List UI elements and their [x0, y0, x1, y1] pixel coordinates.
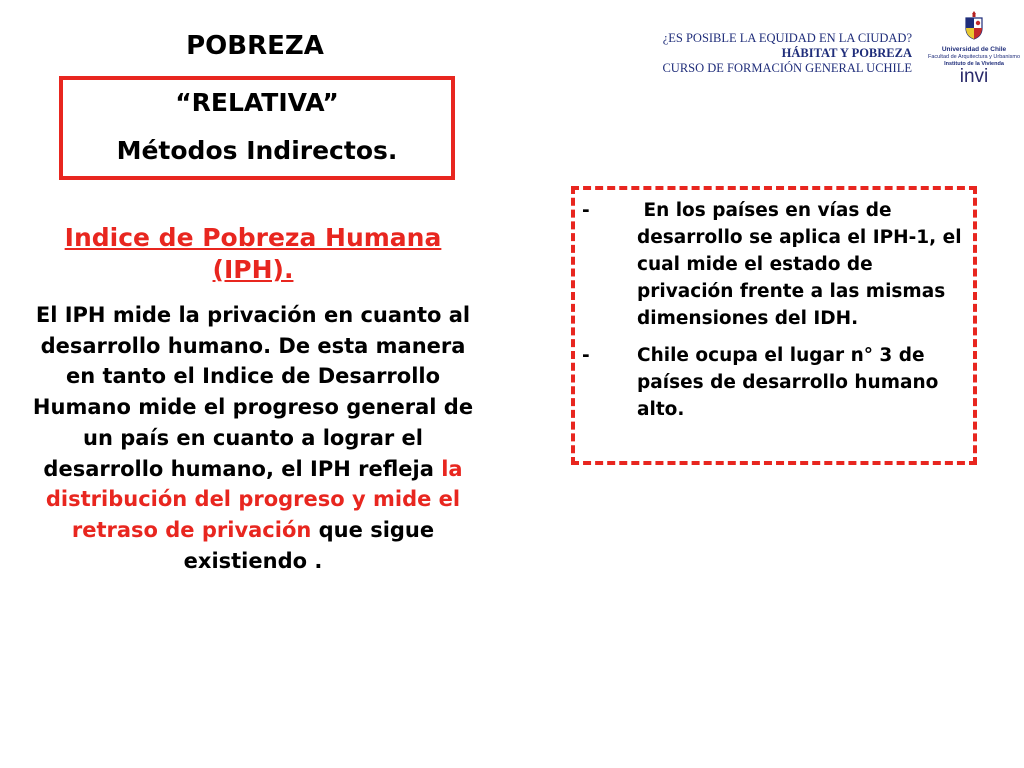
iph-notes-box — [571, 186, 977, 465]
logo-university-name: Universidad de Chile — [941, 46, 1007, 53]
logo-faculty-name: Facultad de Arquitectura y Urbanismo — [927, 54, 1021, 60]
bullet-marker: - — [582, 345, 590, 366]
logo-invi-wordmark: invi — [959, 66, 989, 87]
relative-methods-box — [59, 76, 455, 180]
paragraph-part-2: que sigue existiendo . — [183, 517, 435, 573]
box-line-relativa: “RELATIVA” — [175, 88, 339, 117]
bullet-list — [582, 197, 967, 433]
header-line-question: ¿ES POSIBLE LA EQUIDAD EN LA CIUDAD? — [662, 31, 912, 45]
bullet-marker: - — [582, 200, 590, 221]
paragraph-part-1: El IPH mide la privación en cuanto al desarrollo humano. De esta manera en tanto el Indice de Desarrollo Humano mide el progreso general de un país en cuanto a lograr el desarrollo humano, el IPH refleja — [32, 303, 474, 481]
university-crest-icon — [963, 10, 985, 40]
list-item — [582, 342, 967, 423]
iph-subtitle: Indice de Pobreza Humana (IPH). — [64, 223, 442, 284]
header-line-habitat: HÁBITAT Y POBREZA — [781, 46, 912, 60]
course-header — [590, 31, 912, 76]
slide-title: POBREZA — [186, 31, 324, 61]
header-line-course: CURSO DE FORMACIÓN GENERAL UCHILE — [662, 61, 912, 75]
logo-institute-name: Instituto de la Vivienda — [944, 61, 1004, 67]
iph-paragraph — [28, 300, 478, 576]
list-item — [582, 197, 967, 332]
university-logo — [926, 10, 1022, 90]
iph-section — [28, 222, 478, 576]
bullet-text: En los países en vías de desarrollo se aplica el IPH-1, el cual mide el estado de privación frente a las mismas dimensiones del IDH. — [637, 200, 968, 329]
bullet-text: Chile ocupa el lugar n° 3 de países de desarrollo humano alto. — [637, 345, 939, 420]
paragraph-highlight: la distribución del progreso y mide el retraso de privación — [45, 456, 463, 542]
box-line-metodos: Métodos Indirectos. — [116, 136, 398, 165]
